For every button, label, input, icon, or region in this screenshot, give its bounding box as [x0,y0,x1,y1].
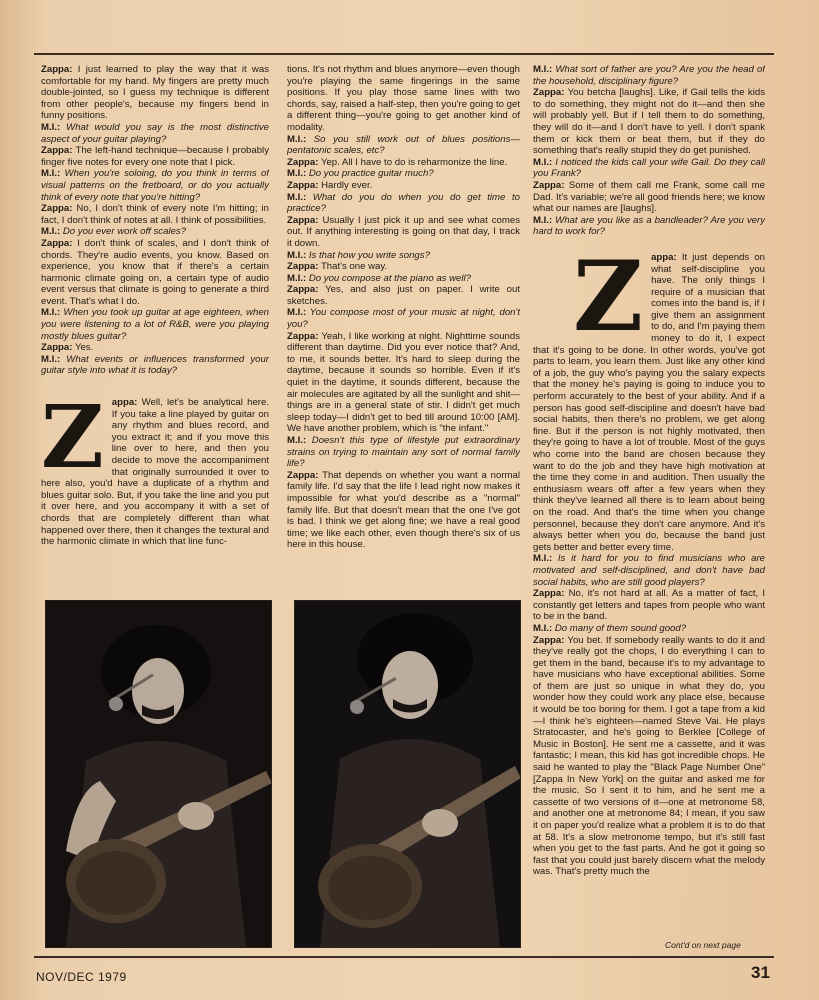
column-2 [287,64,520,592]
paragraph-text: Yep. All I have to do is reharmonize the line. [318,156,508,168]
interview-paragraph [533,588,765,623]
paragraph-text: Some of them call me Frank, some call me Dad. It's variable; we're all good friends here; we know what our names are [laughs]. [533,179,765,215]
interview-paragraph [41,145,269,168]
speaker-label: Zappa: [533,179,565,191]
interview-paragraph [41,307,269,342]
paragraph-text: Yeah, I like working at night. Nighttime sounds different than daytime. Did you ever notice that? And, to me, it sounds better. It's hard to sleep during the daytime, because it sounds so horrible. Even if it's quiet in the daytime, it sounds different, because the air molecules are agitated by all the sunlight and shit—things are in a general state of stir. I didn't get much sleep today—I didn't get to bed till around 10:00 [AM]. We have another problem, which is "the infant." [287,330,520,435]
interview-paragraph [533,157,765,180]
interview-paragraph [41,168,269,203]
paragraph-text: Yes. [72,342,94,354]
interview-paragraph [533,635,765,878]
paragraph-text: I noticed the kids call your wife Gail. Do they call you Frank? [533,156,765,180]
interview-paragraph [41,354,269,377]
interview-paragraph [287,284,520,307]
continued-note: Cont'd on next page [665,940,741,950]
interview-paragraph [533,215,765,238]
speaker-label: Zappa: [287,330,319,342]
speaker-label: M.I.: [287,168,307,180]
bottom-rule [34,956,774,958]
dropcap-paragraph-1: Zappa: Well, let's be analytical here. If you take a line played by guitar on any rhythm and blues record, and you extract it; and if you move this line over to here, and then you decide to move the accompaniment that originally surrounded it over to here also, you'd have a duplicate of a rhythm and blues guitar solo. But, if you take the line and you put it over here, and you accompany it with a set of chords that are completely different than what happened over there, then it changes the textural and the harmonic climate in which that line func- [41,387,269,548]
speaker-label: Zappa: [287,214,319,226]
speaker-label: M.I.: [287,272,307,284]
speaker-label: M.I.: [533,214,553,226]
interview-paragraph [533,623,765,635]
paragraph-text: When you're soloing, do you think in terms of visual patterns on the fretboard, or do you actually think of every note that you're hitting? [41,168,269,203]
top-rule [34,53,774,55]
paragraph-text: No, it's not hard at all. As a matter of fact, I constantly get letters and tapes from people who want to be in the band. [533,588,765,623]
paragraph-text: You bet. If somebody really wants to do it and they've really got the chops, I do everything I can to get them in the band, because it's to my advantage to have musicians who have exceptional abilities. Some of them are just so unique in what they do, you wonder how they could work any place else, because it would be too boring for them. I got a tape from a kid—I think he's eighteen—named Steve Vai. He plays Stratocaster, and he's going to Berklee [College of Music in Boston]. He sent me a cassette, and it was fantastic; I mean, this kid has got incredible chops. He said he wanted to play the "Black Page Number One" [Zappa In New York] on the guitar and asked me for the music. So I sent it to him, and he sent me a cassette of two versions of it—one at metronome 58, and another one at metronome 84; I mean, if you saw it on paper you'd realize what a problem it is to do that at 58. It's a slow metronome tempo, but it's still fast when you get to the fast parts. And he got it going so fast that you could just barely discern what the melody was. That's pretty much the [533,634,765,878]
paragraph-text: What sort of father are you? Are you the head of the household, disciplinary figure? [533,64,765,87]
speaker-label: M.I.: [287,133,307,145]
speaker-label: Zappa: [533,634,565,646]
interview-paragraph [287,261,520,273]
speaker-label: M.I.: [287,307,307,319]
paragraph-text: Is that how you write songs? [306,249,430,261]
paragraph-text: That depends on whether you want a normal family life. I'd say that the life I lead right now makes it impossible for what you'd describe as a "normal" family life. But that doesn't mean that the one I've got is bad. I think we get along fine; we have a real good time; we like each other, even though there's six of us here in this house. [287,469,520,551]
interview-paragraph [41,122,269,145]
interview-paragraph [533,87,765,157]
paragraph-text: Do you practice guitar much? [306,168,434,180]
interview-paragraph [41,238,269,308]
speaker-label: Zappa: [41,145,73,157]
interview-paragraph [287,168,520,180]
speaker-label: M.I.: [41,168,61,180]
paragraph-text: Hardly ever. [318,179,373,191]
speaker-label: M.I.: [41,226,61,238]
paragraph-text: tions. It's not rhythm and blues anymore—even though you're playing the same fingerings in the same positions. If you play those same lines with two chords, say, raised a half-step, then you're going to get a different thing—you're going to get another kind of modality. [287,64,520,133]
speaker-label: M.I.: [287,191,307,203]
speaker-label: M.I.: [533,553,553,565]
dropcap-z: Z [41,387,104,489]
interview-paragraph [287,307,520,330]
paragraph-text: No, I don't think of every note I'm hitting; in fact, I don't think of notes at all. I think of possibilities. [41,203,269,226]
paragraph-text: What would you say is the most distinctive aspect of your guitar playing? [41,121,269,145]
speaker-label: M.I.: [287,249,307,261]
paragraph-text: So you still work out of blues positions—pentatonic scales, etc? [287,133,520,157]
interview-paragraph [287,435,520,470]
paragraph-text: You betcha [laughs]. Like, if Gail tells the kids to do something, they might not do it—and then she will probably yell. But if I tell them to do something, they will do it—and I don't have to yell. I don't spank them or kick them or beat them, but if they do something that's really stupid they do get punished. [533,87,765,157]
page-number: 31 [751,963,770,982]
speaker-label: M.I.: [287,435,307,446]
speaker-label: Zappa: [287,261,319,273]
speaker-label: M.I.: [533,156,553,168]
interview-paragraph [287,331,520,435]
guitarist-illustration [46,601,271,947]
issue-date: NOV/DEC 1979 [36,970,127,984]
paragraph-text: The left-hand technique—because I probably finger five notes for every one note that I pick. [41,145,269,168]
photo-guitarist-right [294,600,521,948]
paragraph-text: I just learned to play the way that it was comfortable for my hand. My fingers are pretty much double-jointed, so I guess my technique is different from other people's, because my fingers bend in funny positions. [41,64,269,122]
paragraph-text: Do many of them sound good? [552,622,687,634]
speaker-label: Zappa: [41,342,73,354]
speaker-label: Zappa: [287,469,319,481]
speaker-label: Zappa: [287,156,319,168]
interview-paragraph [41,342,269,354]
speaker-label: M.I.: [533,64,553,75]
column-3 [533,64,765,934]
paragraph-text: You compose most of your music at night, don't you? [287,307,520,331]
interview-paragraph [533,180,765,215]
speaker-label: Zappa: [41,237,73,249]
interview-paragraph [287,273,520,285]
photo-guitarist-left [45,600,272,948]
interview-paragraph [287,250,520,262]
paragraph-text: What do you do when you do get time to practice? [287,191,520,215]
interview-paragraph [287,180,520,192]
paragraph-text: What events or influences transformed your guitar style into what it is today? [41,353,269,377]
paragraph-text: Is it hard for you to find musicians who are motivated and self-disciplined, and don't have bad social habits, who are still good players? [533,553,765,588]
speaker-label: Zappa: [533,588,565,600]
dropcap-z: Z [573,239,644,353]
paragraph-text: Do you compose at the piano as well? [306,272,471,284]
speaker-label: Zappa: [287,284,319,296]
column-1 [41,64,269,592]
speaker-label: Zappa: [287,179,319,191]
interview-paragraph [287,215,520,250]
paragraph-text: Usually I just pick it up and see what comes out. If anything interesting is going on that day, I track it down. [287,214,520,249]
speaker-label: M.I.: [41,353,61,365]
guitarist-illustration [295,601,520,947]
interview-paragraph [533,64,765,87]
paragraph-text: I don't think of scales, and I don't think of chords. They're audio events, you know. Based on experience, you know that if there's a certain harmonic climate going on, a certain type of audio event versus that climate is going to generate a third event. That's what I do. [41,237,269,307]
interview-paragraph [41,64,269,122]
interview-paragraph [287,157,520,169]
interview-paragraph [287,134,520,157]
interview-paragraph [287,64,520,134]
speaker-label: Zappa: [41,64,73,75]
paragraph-text: That's one way. [318,261,388,273]
interview-paragraph [533,553,765,588]
interview-paragraph [41,203,269,226]
speaker-label: Zappa: [41,203,73,215]
interview-paragraph [287,192,520,215]
speaker-label: M.I.: [41,121,61,133]
speaker-label: Zappa: [533,87,565,99]
paragraph-text: Doesn't this type of lifestyle put extraordinary strains on trying to maintain any sort of normal family life? [287,435,520,470]
paragraph-text: What are you like as a bandleader? Are you very hard to work for? [533,214,765,238]
paragraph-text: Yes, and also just on paper. I write out sketches. [287,284,520,307]
paragraph-text: Do you ever work off scales? [60,226,187,238]
speaker-label: M.I.: [41,307,61,319]
dropcap-paragraph-2: Zappa: It just depends on what self-discipline you have. The only things I require of a musician that comes into the band is, if I give them an assignment to do, and I'm paying them money to do it, I expect that it's going to be done. In other words, you've got parts to learn, you learn them. Just like any other kind of a job, the guy who's paying you the salary expects that the money he's paying is going to induce you to perform accurately to the best of your ability. And if a person has good self-discipline and doesn't have bad social habits, then there's no problem, we get along fine. But if the person is not highly motivated, then they're going to have a lot of trouble. Most of the guys who come into the band are chosen because they want to do the job and they have high motivation at the time they come in and audition. Then usually the enthusiasm wears off after a few years when they think they've learned all there is to learn about being on the road. And that's the time when you change personnel, because they don't care anymore. And it's always better when you do, because the band just gets better and better every time. [533,239,765,553]
interview-paragraph [287,470,520,551]
speaker-label: M.I.: [533,622,553,634]
paragraph-text: When you took up guitar at age eighteen, when you were listening to a lot of R&B, were you playing mostly blues guitar? [41,307,269,342]
interview-paragraph [41,226,269,238]
